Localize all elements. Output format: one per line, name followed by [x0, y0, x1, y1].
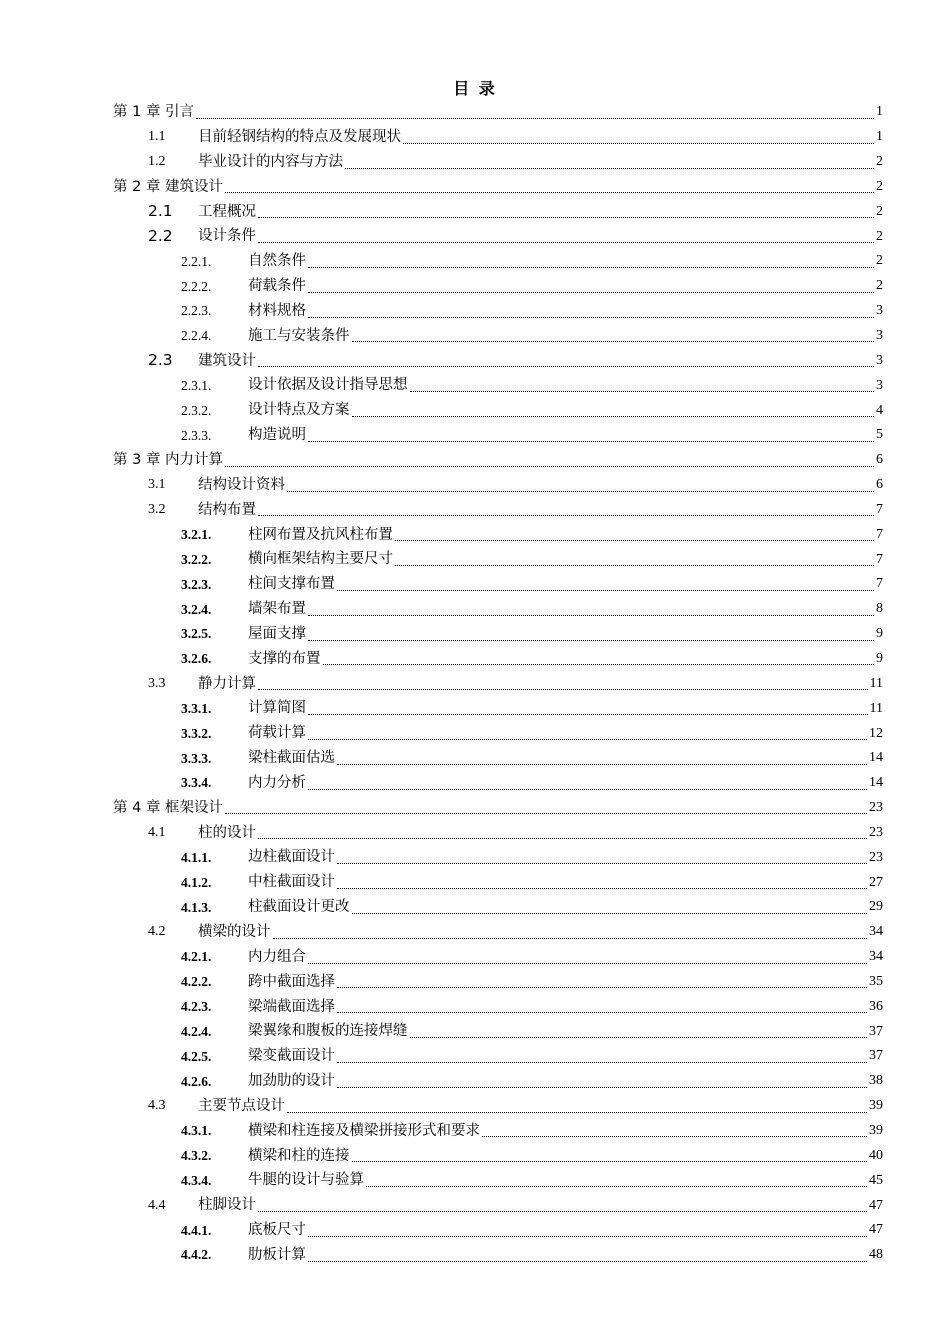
toc-entry-number: 2.3 — [148, 351, 173, 370]
toc-entry-number: 4.3 — [148, 1098, 166, 1114]
dot-leader — [273, 938, 868, 939]
toc-entry-page-number: 45 — [869, 1172, 883, 1188]
toc-entry-number: 3.2 — [148, 501, 166, 517]
toc-entry-page-number: 7 — [876, 501, 883, 517]
toc-entry-label: 建筑设计 — [198, 352, 256, 369]
toc-entry-page-number: 37 — [869, 1023, 883, 1039]
toc-entry-page-number: 11 — [869, 700, 883, 716]
toc-entry-page-number: 12 — [869, 725, 883, 741]
toc-entry-page-number: 2 — [876, 154, 883, 170]
toc-entry-page-number: 2 — [876, 178, 883, 194]
dot-leader — [337, 1012, 867, 1013]
toc-entry-label: 柱网布置及抗风柱布置 — [248, 526, 393, 543]
toc-entry-label: 目前轻钢结构的特点及发展现状 — [198, 129, 401, 146]
toc-entry-label: 梁柱截面估选 — [248, 750, 335, 767]
toc-entry-page-number: 34 — [869, 949, 883, 965]
toc-entry-number: 2.2.3. — [181, 303, 212, 319]
toc-entry[interactable] — [113, 398, 883, 423]
toc-entry-label: 毕业设计的内容与方法 — [198, 153, 343, 170]
toc-entry[interactable] — [113, 150, 883, 175]
toc-entry[interactable] — [113, 945, 883, 970]
toc-entry[interactable] — [113, 597, 883, 622]
toc-entry-label: 计算简图 — [248, 700, 306, 717]
dot-leader — [395, 565, 874, 566]
dot-leader — [258, 242, 874, 243]
dot-leader — [352, 416, 875, 417]
toc-entry-page-number: 34 — [869, 924, 883, 940]
toc-entry[interactable] — [113, 448, 883, 473]
toc-entry-page-number: 48 — [869, 1247, 883, 1263]
toc-entry-number: 4.2.6. — [181, 1073, 212, 1089]
toc-entry-label: 边柱截面设计 — [248, 849, 335, 866]
toc-entry-label: 荷载计算 — [248, 725, 306, 742]
toc-entry-label: 内力组合 — [248, 948, 306, 965]
toc-entry-page-number: 39 — [869, 1098, 883, 1114]
dot-leader — [337, 1062, 867, 1063]
toc-entry-label: 结构设计资料 — [198, 476, 285, 493]
toc-entry[interactable] — [113, 125, 883, 150]
dot-leader — [258, 689, 868, 690]
dot-leader — [395, 540, 874, 541]
toc-entry-number: 4.1.1. — [181, 849, 212, 865]
dot-leader — [308, 739, 867, 740]
toc-entry-label: 第 4 章 框架设计 — [113, 799, 224, 816]
dot-leader — [337, 987, 867, 988]
toc-entry-page-number: 23 — [869, 824, 883, 840]
toc-entry-label: 施工与安装条件 — [248, 327, 350, 344]
dot-leader — [308, 714, 868, 715]
dot-leader — [352, 913, 868, 914]
toc-entry-label: 柱间支撑布置 — [248, 576, 335, 593]
toc-entry[interactable] — [113, 348, 883, 373]
toc-entry[interactable] — [113, 771, 883, 796]
toc-entry[interactable] — [113, 572, 883, 597]
dot-leader — [258, 515, 874, 516]
toc-entry-number: 4.2.5. — [181, 1048, 212, 1064]
toc-entry-label: 内力分析 — [248, 774, 306, 791]
toc-entry[interactable] — [113, 920, 883, 945]
toc-entry-number: 4.2.2. — [181, 974, 212, 990]
toc-entry-number: 3.2.5. — [181, 626, 212, 642]
toc-entry-label: 梁翼缘和腹板的连接焊缝 — [248, 1023, 408, 1040]
toc-entry-number: 3.3 — [148, 675, 166, 691]
toc-entry-number: 3.2.2. — [181, 551, 212, 567]
toc-entry-label: 第 1 章 引言 — [113, 104, 195, 121]
toc-entry-page-number: 3 — [876, 377, 883, 393]
dot-leader — [337, 1087, 867, 1088]
toc-entry-number: 2.1 — [148, 202, 173, 221]
toc-entry-page-number: 37 — [869, 1048, 883, 1064]
dot-leader — [308, 292, 874, 293]
toc-entry-label: 柱截面设计更改 — [248, 899, 350, 916]
dot-leader — [337, 888, 867, 889]
toc-entry-label: 加劲肋的设计 — [248, 1073, 335, 1090]
toc-entry-label: 跨中截面选择 — [248, 973, 335, 990]
toc-entry[interactable] — [113, 796, 883, 821]
dot-leader — [196, 118, 874, 119]
toc-entry-page-number: 3 — [876, 352, 883, 368]
toc-entry[interactable] — [113, 721, 883, 746]
toc-entry-page-number: 2 — [876, 253, 883, 269]
toc-entry-label: 支撑的布置 — [248, 650, 321, 667]
toc-entry-page-number: 9 — [876, 626, 883, 642]
toc-entry-number: 1.1 — [148, 129, 166, 145]
toc-entry[interactable] — [113, 870, 883, 895]
toc-entry[interactable] — [113, 1069, 883, 1094]
dot-leader — [352, 341, 875, 342]
toc-entry-page-number: 6 — [876, 452, 883, 468]
dot-leader — [337, 863, 867, 864]
toc-entry-page-number: 38 — [869, 1073, 883, 1089]
toc-entry-number: 2.2.1. — [181, 253, 212, 269]
dot-leader — [258, 366, 874, 367]
toc-entry-number: 4.2.4. — [181, 1023, 212, 1039]
toc-entry-number: 4.3.2. — [181, 1148, 212, 1164]
toc-entry-label: 横梁的设计 — [198, 924, 271, 941]
toc-entry-page-number: 40 — [869, 1147, 883, 1163]
dot-leader — [410, 1037, 868, 1038]
toc-entry-page-number: 1 — [876, 104, 883, 120]
dot-leader — [366, 1186, 867, 1187]
toc-entry-number: 3.3.1. — [181, 700, 212, 716]
toc-entry-number: 4.2.3. — [181, 999, 212, 1015]
dot-leader — [323, 664, 875, 665]
toc-entry[interactable] — [113, 423, 883, 448]
toc-entry[interactable] — [113, 970, 883, 995]
toc-entry-number: 4.4.2. — [181, 1247, 212, 1263]
dot-leader — [308, 441, 874, 442]
toc-entry-number: 3.2.1. — [181, 527, 212, 543]
toc-entry-page-number: 29 — [869, 899, 883, 915]
dot-leader — [308, 640, 874, 641]
toc-entry-label: 底板尺寸 — [248, 1222, 306, 1239]
dot-leader — [308, 267, 874, 268]
toc-title: 目 录 — [453, 79, 497, 98]
toc-entry[interactable] — [113, 324, 883, 349]
toc-entry-page-number: 47 — [869, 1222, 883, 1238]
toc-entry[interactable] — [113, 224, 883, 249]
dot-leader — [308, 789, 867, 790]
toc-entry-number: 2.3.2. — [181, 402, 212, 418]
table-of-contents — [113, 100, 883, 1268]
toc-entry[interactable] — [113, 1168, 883, 1193]
toc-entry[interactable] — [113, 1218, 883, 1243]
toc-entry[interactable] — [113, 1119, 883, 1144]
toc-entry[interactable] — [113, 1044, 883, 1069]
toc-entry-number: 3.2.3. — [181, 576, 212, 592]
toc-entry[interactable] — [113, 845, 883, 870]
toc-entry-number: 3.3.4. — [181, 775, 212, 791]
toc-entry-label: 构造说明 — [248, 427, 306, 444]
toc-entry[interactable] — [113, 249, 883, 274]
toc-entry-number: 4.3.4. — [181, 1172, 212, 1188]
toc-entry-number: 3.3.3. — [181, 750, 212, 766]
toc-entry-number: 2.2.4. — [181, 328, 212, 344]
toc-entry-number: 1.2 — [148, 154, 166, 170]
dot-leader — [345, 168, 874, 169]
toc-entry-page-number: 7 — [876, 551, 883, 567]
toc-entry-page-number: 7 — [876, 526, 883, 542]
toc-entry-page-number: 23 — [869, 849, 883, 865]
toc-entry[interactable] — [113, 498, 883, 523]
toc-entry-number: 3.1 — [148, 477, 166, 493]
toc-entry-label: 第 2 章 建筑设计 — [113, 178, 224, 195]
toc-entry[interactable] — [113, 1143, 883, 1168]
toc-entry-page-number: 47 — [869, 1197, 883, 1213]
toc-entry[interactable] — [113, 622, 883, 647]
toc-entry[interactable] — [113, 274, 883, 299]
toc-entry-number: 2.2 — [148, 226, 173, 245]
dot-leader — [225, 813, 867, 814]
toc-entry-number: 2.2.2. — [181, 278, 212, 294]
toc-entry-number: 2.3.1. — [181, 377, 212, 393]
toc-entry-label: 设计条件 — [198, 228, 256, 245]
dot-leader — [287, 491, 874, 492]
toc-entry-number: 3.2.4. — [181, 601, 212, 617]
toc-entry-number: 4.4.1. — [181, 1222, 212, 1238]
toc-entry-page-number: 35 — [869, 973, 883, 989]
toc-entry-label: 墙架布置 — [248, 601, 306, 618]
toc-entry-label: 屋面支撑 — [248, 625, 306, 642]
toc-entry[interactable] — [113, 199, 883, 224]
toc-entry-label: 第 3 章 内力计算 — [113, 451, 224, 468]
dot-leader — [308, 615, 874, 616]
dot-leader — [225, 192, 874, 193]
toc-entry-page-number: 27 — [869, 874, 883, 890]
toc-entry[interactable] — [113, 299, 883, 324]
toc-entry-page-number: 2 — [876, 203, 883, 219]
dot-leader — [337, 764, 867, 765]
toc-entry-page-number: 36 — [869, 998, 883, 1014]
toc-entry-label: 横向框架结构主要尺寸 — [248, 551, 393, 568]
toc-entry[interactable] — [113, 1243, 883, 1268]
toc-entry-page-number: 11 — [869, 675, 883, 691]
toc-entry-label: 结构布置 — [198, 501, 256, 518]
toc-entry-number: 2.3.3. — [181, 427, 212, 443]
toc-entry-label: 中柱截面设计 — [248, 874, 335, 891]
toc-entry-label: 自然条件 — [248, 253, 306, 270]
toc-entry-page-number: 14 — [869, 775, 883, 791]
toc-entry-number: 3.3.2. — [181, 725, 212, 741]
toc-entry-label: 工程概况 — [198, 203, 256, 220]
toc-entry-number: 4.1 — [148, 824, 166, 840]
toc-entry-label: 设计特点及方案 — [248, 402, 350, 419]
toc-entry[interactable] — [113, 647, 883, 672]
dot-leader — [352, 1161, 868, 1162]
toc-entry-label: 主要节点设计 — [198, 1097, 285, 1114]
toc-entry-label: 牛腿的设计与验算 — [248, 1172, 364, 1189]
toc-entry[interactable] — [113, 373, 883, 398]
toc-entry-label: 柱的设计 — [198, 824, 256, 841]
toc-entry-number: 3.2.6. — [181, 651, 212, 667]
dot-leader — [308, 317, 874, 318]
toc-entry-page-number: 14 — [869, 750, 883, 766]
toc-entry[interactable] — [113, 895, 883, 920]
toc-entry-number: 4.3.1. — [181, 1123, 212, 1139]
toc-entry[interactable] — [113, 547, 883, 572]
dot-leader — [410, 391, 875, 392]
toc-entry-page-number: 3 — [876, 303, 883, 319]
toc-entry[interactable] — [113, 1193, 883, 1218]
toc-entry-number: 4.1.2. — [181, 874, 212, 890]
toc-entry-label: 肋板计算 — [248, 1246, 306, 1263]
toc-entry[interactable] — [113, 175, 883, 200]
toc-entry-page-number: 7 — [876, 576, 883, 592]
toc-entry-page-number: 3 — [876, 328, 883, 344]
toc-entry-page-number: 8 — [876, 601, 883, 617]
toc-entry-number: 4.1.3. — [181, 899, 212, 915]
toc-entry-label: 材料规格 — [248, 302, 306, 319]
dot-leader — [403, 143, 874, 144]
dot-leader — [308, 963, 867, 964]
toc-entry[interactable] — [113, 671, 883, 696]
toc-entry[interactable] — [113, 994, 883, 1019]
toc-entry-page-number: 2 — [876, 228, 883, 244]
dot-leader — [482, 1136, 867, 1137]
dot-leader — [287, 1112, 867, 1113]
dot-leader — [258, 217, 874, 218]
toc-entry[interactable] — [113, 1094, 883, 1119]
toc-entry[interactable] — [113, 473, 883, 498]
toc-entry-label: 设计依据及设计指导思想 — [248, 377, 408, 394]
toc-entry-page-number: 5 — [876, 427, 883, 443]
toc-entry-label: 横梁和柱连接及横梁拼接形式和要求 — [248, 1122, 480, 1139]
toc-entry-number: 4.4 — [148, 1197, 166, 1213]
dot-leader — [225, 466, 874, 467]
toc-entry-page-number: 2 — [876, 278, 883, 294]
toc-entry-label: 柱脚设计 — [198, 1197, 256, 1214]
toc-entry-page-number: 9 — [876, 650, 883, 666]
dot-leader — [258, 1211, 867, 1212]
toc-entry-page-number: 4 — [876, 402, 883, 418]
toc-entry[interactable] — [113, 100, 883, 125]
toc-entry[interactable] — [113, 696, 883, 721]
toc-entry-number: 4.2.1. — [181, 949, 212, 965]
dot-leader — [308, 1261, 867, 1262]
dot-leader — [258, 838, 867, 839]
toc-entry[interactable] — [113, 746, 883, 771]
toc-entry-number: 4.2 — [148, 924, 166, 940]
toc-entry-page-number: 6 — [876, 477, 883, 493]
toc-entry[interactable] — [113, 820, 883, 845]
dot-leader — [337, 590, 874, 591]
toc-entry-page-number: 1 — [876, 129, 883, 145]
toc-entry-label: 静力计算 — [198, 675, 256, 692]
toc-entry[interactable] — [113, 1019, 883, 1044]
toc-entry-label: 横梁和柱的连接 — [248, 1147, 350, 1164]
toc-entry-label: 梁端截面选择 — [248, 998, 335, 1015]
toc-entry-page-number: 23 — [869, 800, 883, 816]
toc-entry-page-number: 39 — [869, 1123, 883, 1139]
dot-leader — [308, 1236, 867, 1237]
toc-entry-label: 荷载条件 — [248, 278, 306, 295]
toc-entry[interactable] — [113, 522, 883, 547]
toc-entry-label: 梁变截面设计 — [248, 1048, 335, 1065]
